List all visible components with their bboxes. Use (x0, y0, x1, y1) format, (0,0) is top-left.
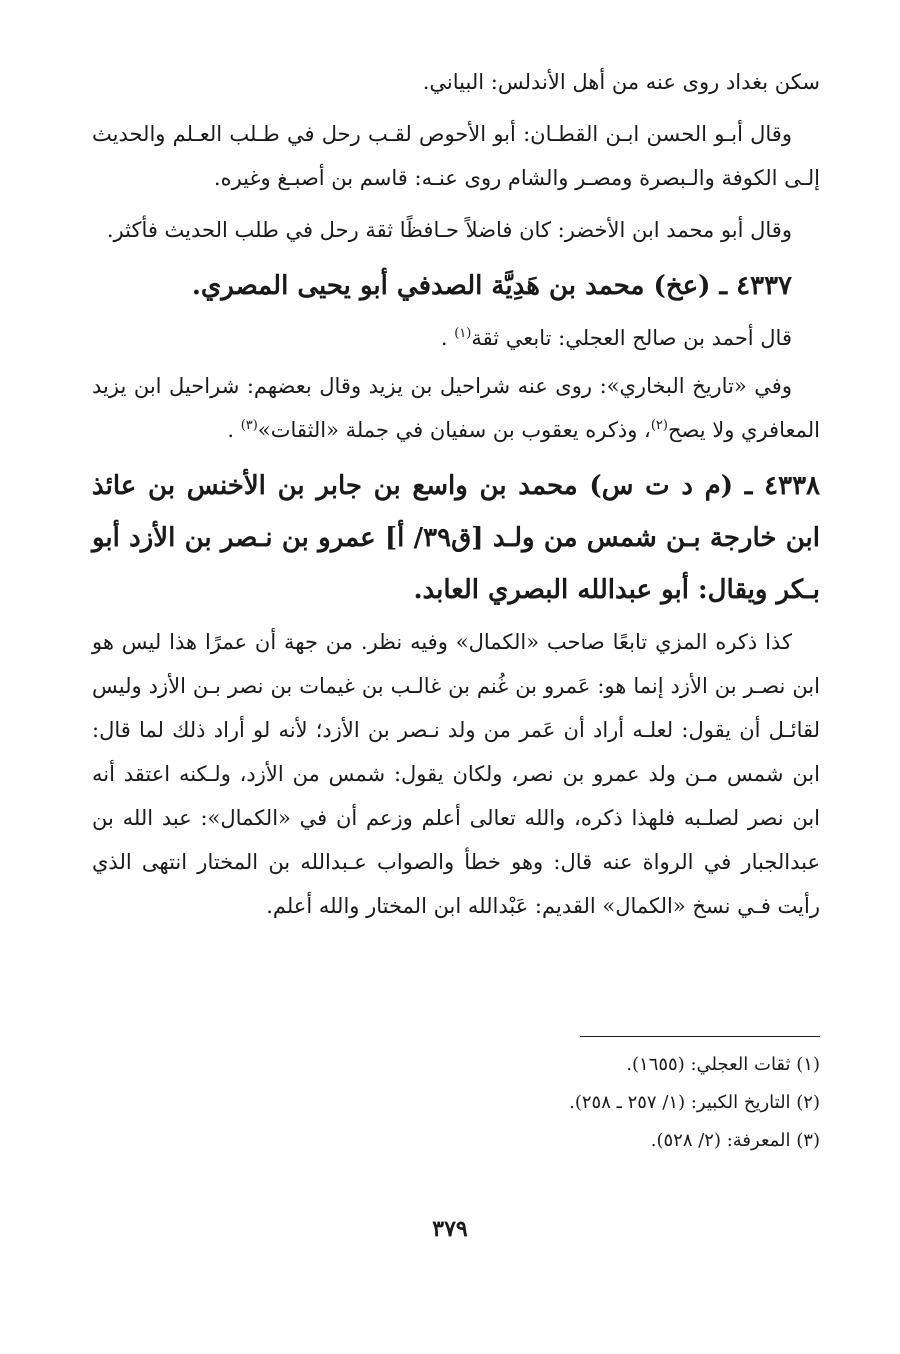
footnotes (92, 1046, 820, 1160)
paragraph-6: كذا ذكره المزي تابعًا صاحب «الكمال» وفيه نظر. من جهة أن عمرًا هذا ليس هو ابن نصـر بن الأزد إنما هو: عَمرو بن غُنم بن غالـب بن غيمات بن نصر بـن الأزد وليس لقائـل أن يقول: لعلـه أراد أن عَمر من ولد نـصر بن الأزد؛ لأنه لو أراد ذلك لما قال: ابن شمس مـن ولد عمرو بن نصر، ولكان يقول: شمس من الأزد، ولـكنه اعتقد أنه ابن نصر لصلـبه فلهذا ذكره، والله تعالى أعلم وزعم أن في «الكمال»: عبد الله بن عبدالجبار في الرواة عنه قال: وهو خطأ والصواب عـبدالله بن المختار انتهى الذي رأيت فـي نسخ «الكمال» القديم: عَبْدالله ابن المختار والله أعلم. (92, 630, 820, 918)
paragraph-2: وقال أبـو الحسن ابـن القطـان: أبو الأحوص لقـب رحل في طـلب العـلم والحديث إلـى الكوفة والـبصرة ومصـر والشام روى عنـه: قاسم بن أصبـغ وغيره. (92, 122, 820, 190)
footnote-2: (٢) التاريخ الكبير: (١/ ٢٥٧ ـ ٢٥٨). (569, 1092, 820, 1113)
paragraph-3: وقال أبو محمد ابن الأخضر: كان فاضلاً حـافظًا ثقة رحل في طلب الحديث فأكثر. (106, 218, 792, 242)
paragraph-4-text: قال أحمد بن صالح العجلي: تابعي ثقة (471, 326, 792, 350)
paragraph-5 (92, 364, 820, 452)
footnote-ref-1: (١) (454, 326, 472, 341)
footnote-ref-3: (٣) (240, 418, 258, 433)
footnote-1: (١) ثقات العجلي: (١٦٥٥). (626, 1054, 820, 1075)
paragraph-5-text-b: ، وذكره يعقوب بن سفيان في جملة «الثقات» (257, 418, 651, 442)
paragraph-5-end: . (227, 418, 241, 442)
page-body (92, 60, 820, 936)
footnote-ref-2: (٢) (650, 418, 668, 433)
paragraph-4-end: . (440, 326, 455, 350)
paragraph-5-text-a: وفي «تاريخ البخاري»: روى عنه شراحيل بن يزيد وقال بعضهم: شراحيل ابن يزيد المعافري ولا يصح (92, 374, 820, 442)
paragraph-1: سكن بغداد روى عنه من أهل الأندلس: البياني. (422, 70, 820, 94)
paragraph-4 (92, 316, 820, 360)
entry-heading-4337: ٤٣٣٧ ـ (عخ) محمد بن هَدِيَّة الصدفي أبو يحيى المصري. (191, 271, 792, 301)
page-number: ٣٧٩ (432, 1216, 468, 1242)
entry-heading-4338: ٤٣٣٨ ـ (م د ت س) محمد بن واسع بن جابر بن الأخنس بن عائذ ابن خارجة بـن شمس من ولـد [ق٣٩/ أ] عمرو بن نـصر بن الأزد أبو بـكر ويقال: أبو عبدالله البصري العابد. (92, 471, 820, 605)
footnote-divider (580, 1036, 820, 1037)
footnote-3: (٣) المعرفة: (٢/ ٥٢٨). (650, 1130, 820, 1151)
